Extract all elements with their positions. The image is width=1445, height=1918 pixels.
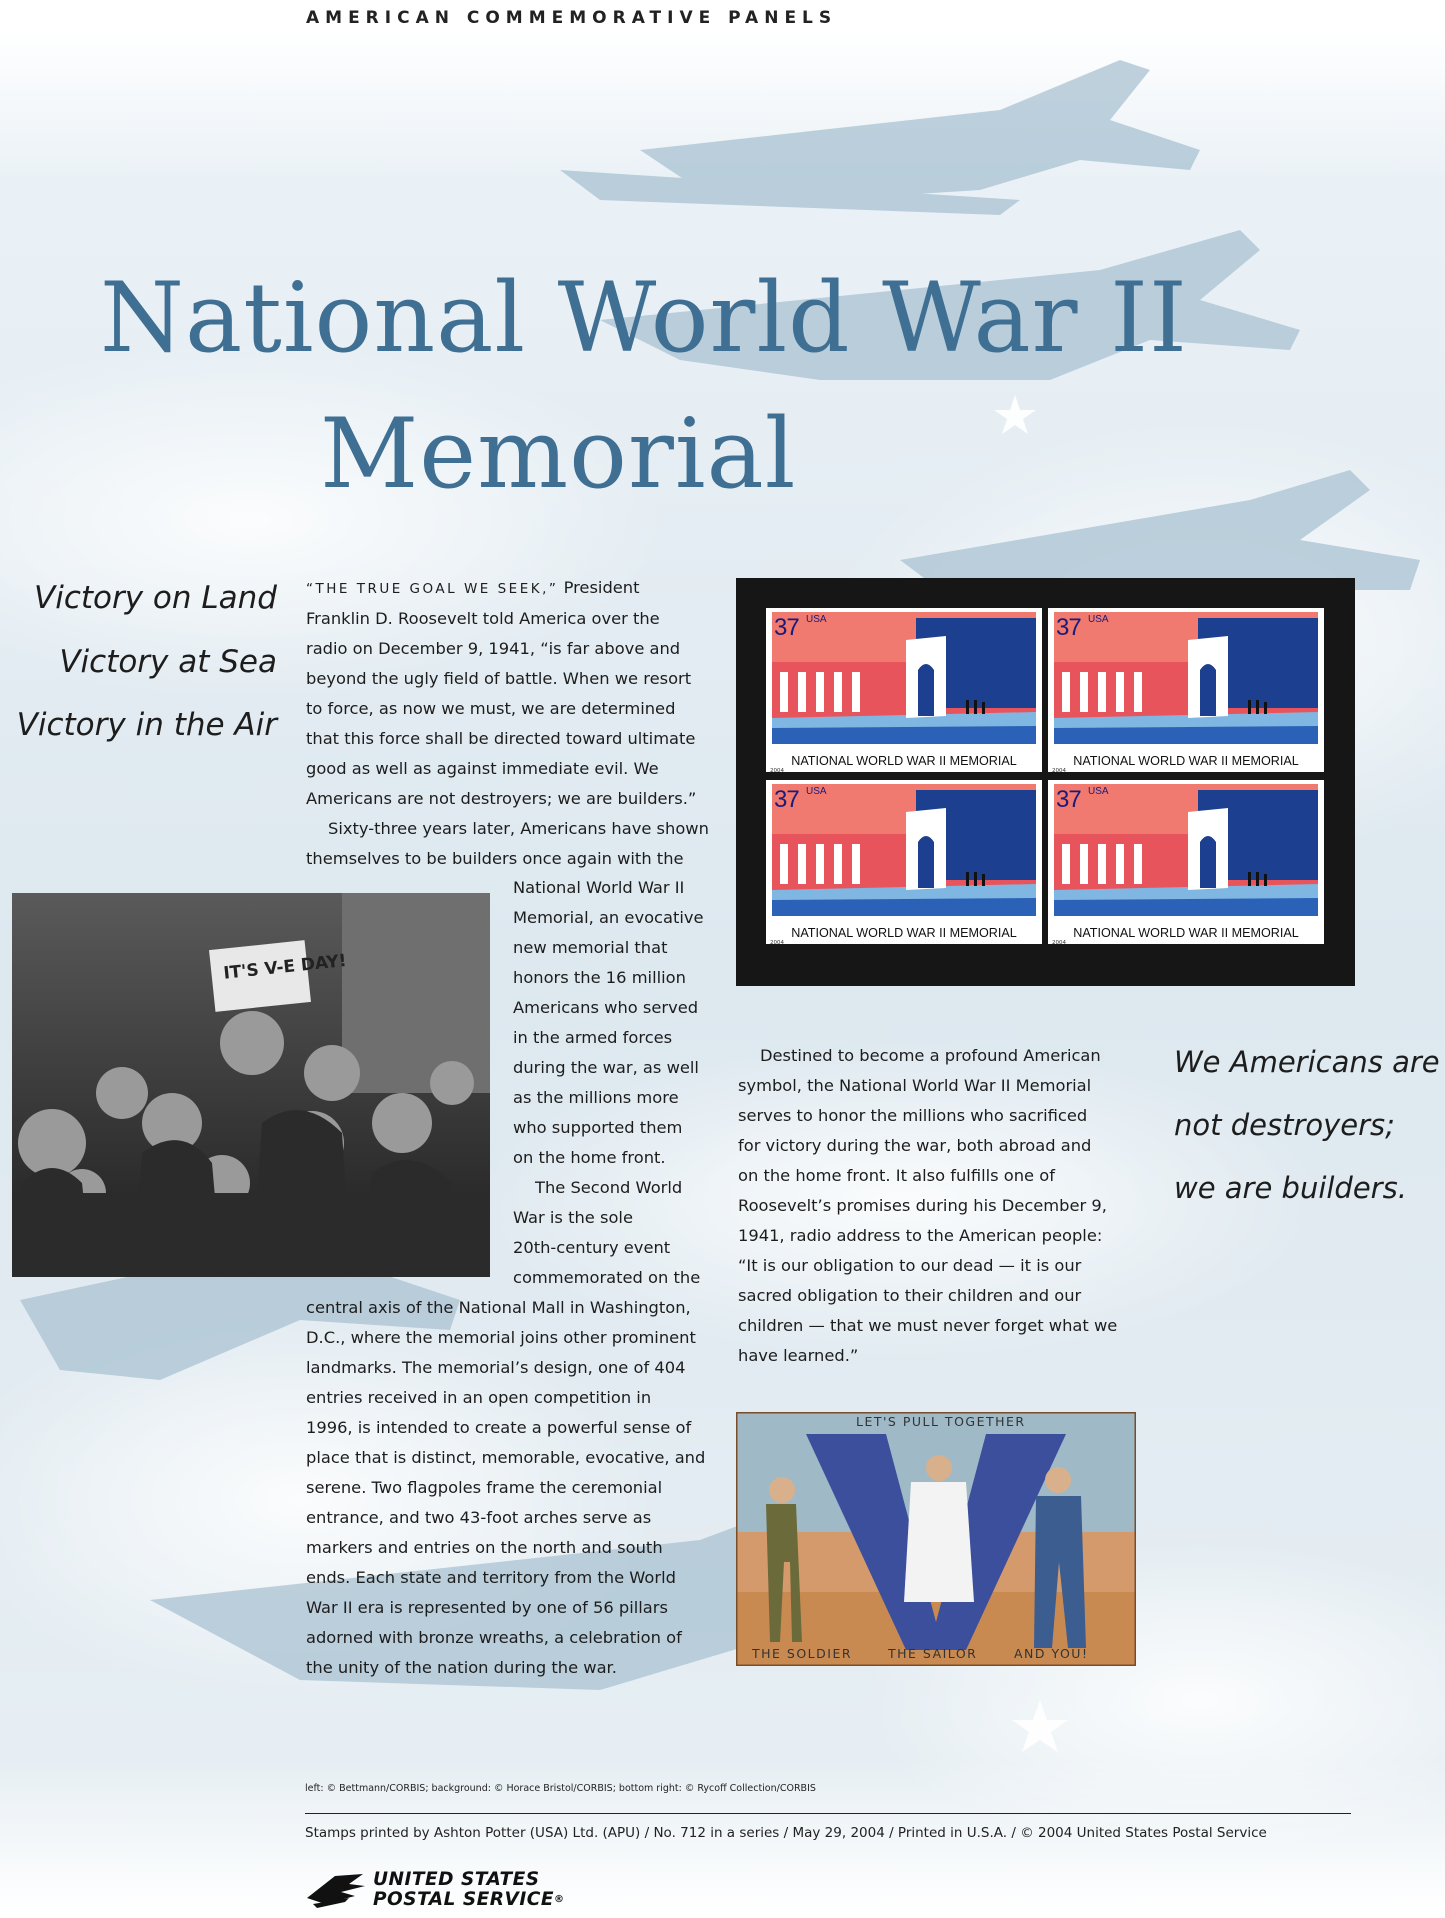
article-line: serene. Two flagpoles frame the ceremonial bbox=[306, 1478, 663, 1497]
article-line: War is the sole bbox=[513, 1208, 633, 1227]
footer-divider bbox=[305, 1813, 1351, 1814]
article-line: Roosevelt’s promises during his December 9, bbox=[738, 1196, 1107, 1215]
usps-logo bbox=[305, 1868, 575, 1914]
photo-sign-text: IT'S V-E DAY! bbox=[222, 950, 348, 984]
article-line: that this force shall be directed toward ultimate bbox=[306, 729, 696, 748]
article-line: new memorial that bbox=[513, 938, 668, 957]
article-line: Franklin D. Roosevelt told America over the bbox=[306, 609, 660, 628]
article-line: D.C., where the memorial joins other prominent bbox=[306, 1328, 696, 1347]
article-line: on the home front. bbox=[513, 1148, 666, 1167]
stamp-caption: NATIONAL WORLD WAR II MEMORIAL bbox=[791, 926, 1017, 940]
article-right-column bbox=[738, 1041, 1138, 1371]
usps-logo-text bbox=[373, 1870, 564, 1910]
stamp-denomination: 37 bbox=[774, 786, 799, 813]
article-line: “It is our obligation to our dead — it is our bbox=[738, 1256, 1082, 1275]
article-line: National World War II bbox=[513, 878, 685, 897]
stamp bbox=[1048, 608, 1324, 772]
poster-bottom-you: AND YOU! bbox=[1014, 1646, 1089, 1661]
article-narrow-column bbox=[513, 873, 743, 1293]
article-line: 1996, is intended to create a powerful sense of bbox=[306, 1418, 692, 1437]
stamp-year: 2004 bbox=[770, 768, 784, 774]
article-line: honors the 16 million bbox=[513, 968, 686, 987]
article-line: who supported them bbox=[513, 1118, 683, 1137]
stamp-art bbox=[766, 780, 1042, 944]
article-line: landmarks. The memorial’s design, one of 404 bbox=[306, 1358, 686, 1377]
pull-quote-line2: not destroyers; bbox=[1174, 1108, 1395, 1142]
photo-credits: left: © Bettmann/CORBIS; background: © Horace Bristol/CORBIS; bottom right: © Rycoff Collection/CORBIS bbox=[305, 1783, 816, 1794]
article-line: to force, as now we must, we are determined bbox=[306, 699, 676, 718]
stamp-country: USA bbox=[806, 614, 827, 625]
article-line: markers and entries on the north and south bbox=[306, 1538, 663, 1557]
article-line: 1941, radio address to the American people: bbox=[738, 1226, 1103, 1245]
article-line: on the home front. It also fulfills one of bbox=[738, 1166, 1055, 1185]
stamp-year: 2004 bbox=[1052, 940, 1066, 946]
article-line: War II era is represented by one of 56 pillars bbox=[306, 1598, 668, 1617]
article-line: the unity of the nation during the war. bbox=[306, 1658, 617, 1677]
article-intro bbox=[306, 573, 726, 874]
page-title-line2: Memorial bbox=[320, 398, 797, 510]
poster-bottom-sailor: THE SAILOR bbox=[888, 1646, 978, 1661]
article-line: 20th-century event bbox=[513, 1238, 671, 1257]
article-line: good as well as against immediate evil. We bbox=[306, 759, 659, 778]
usps-logo-line2: POSTAL SERVICE bbox=[373, 1889, 554, 1910]
article-line: beyond the ugly field of battle. When we resort bbox=[306, 669, 692, 688]
page-title-line1: National World War II bbox=[100, 262, 1188, 374]
stamp-year: 2004 bbox=[1052, 768, 1066, 774]
article-line: entrance, and two 43-foot arches serve as bbox=[306, 1508, 652, 1527]
article-line: in the armed forces bbox=[513, 1028, 673, 1047]
stamp-art bbox=[1048, 608, 1324, 772]
series-header: AMERICAN COMMEMORATIVE PANELS bbox=[306, 8, 838, 28]
registered-mark: ® bbox=[553, 1894, 565, 1905]
article-lead: “THE TRUE GOAL WE SEEK,” bbox=[306, 581, 559, 597]
stamp bbox=[766, 780, 1042, 944]
article-line: ends. Each state and territory from the World bbox=[306, 1568, 676, 1587]
tagline-air: Victory in the Air bbox=[16, 707, 277, 743]
stamp-art bbox=[766, 608, 1042, 772]
stamp-caption: NATIONAL WORLD WAR II MEMORIAL bbox=[1073, 926, 1299, 940]
poster-top-text: LET'S PULL TOGETHER bbox=[856, 1414, 1026, 1429]
eagle-icon bbox=[305, 1868, 367, 1914]
article-line: central axis of the National Mall in Washington, bbox=[306, 1298, 691, 1317]
article-line: place that is distinct, memorable, evocative, and bbox=[306, 1448, 706, 1467]
stamp-country: USA bbox=[1088, 614, 1109, 625]
tagline-sea: Victory at Sea bbox=[59, 644, 277, 680]
stamp-country: USA bbox=[1088, 786, 1109, 797]
stamp-denomination: 37 bbox=[1056, 786, 1081, 813]
stamp-denomination: 37 bbox=[774, 614, 799, 641]
pull-quote-line1: We Americans are bbox=[1174, 1045, 1440, 1079]
poster-bottom-soldier: THE SOLDIER bbox=[752, 1646, 853, 1661]
article-line: have learned.” bbox=[738, 1346, 859, 1365]
printing-info: Stamps printed by Ashton Potter (USA) Ltd. (APU) / No. 712 in a series / May 29, 2004 / Printed in U.S.A. / © 2004 United States Postal Service bbox=[305, 1825, 1267, 1841]
stamp-caption: NATIONAL WORLD WAR II MEMORIAL bbox=[791, 754, 1017, 768]
stamp-block bbox=[736, 578, 1355, 986]
article-wide-column bbox=[306, 1293, 726, 1683]
ve-day-photo bbox=[12, 893, 490, 1277]
article-line: themselves to be builders once again with the bbox=[306, 849, 684, 868]
usps-logo-line1: UNITED STATES bbox=[373, 1869, 540, 1890]
article-line: symbol, the National World War II Memorial bbox=[738, 1076, 1092, 1095]
stamp-country: USA bbox=[806, 786, 827, 797]
article-line: during the war, as well bbox=[513, 1058, 699, 1077]
article-line: adorned with bronze wreaths, a celebration of bbox=[306, 1628, 682, 1647]
stamp-caption: NATIONAL WORLD WAR II MEMORIAL bbox=[1073, 754, 1299, 768]
article-line: serves to honor the millions who sacrificed bbox=[738, 1106, 1088, 1125]
article-line: commemorated on the bbox=[513, 1268, 701, 1287]
article-line: Sixty-three years later, Americans have shown bbox=[328, 819, 709, 838]
stamp bbox=[766, 608, 1042, 772]
article-line: entries received in an open competition in bbox=[306, 1388, 652, 1407]
tagline-land: Victory on Land bbox=[34, 580, 277, 616]
article-line: for victory during the war, both abroad and bbox=[738, 1136, 1092, 1155]
article-line: Destined to become a profound American bbox=[760, 1046, 1101, 1065]
article-line: Memorial, an evocative bbox=[513, 908, 704, 927]
stamp-art bbox=[1048, 780, 1324, 944]
article-line: sacred obligation to their children and our bbox=[738, 1286, 1082, 1305]
stamp bbox=[1048, 780, 1324, 944]
pull-quote-line3: we are builders. bbox=[1174, 1171, 1407, 1205]
article-lead-president: President bbox=[563, 578, 640, 597]
article-line: as the millions more bbox=[513, 1088, 679, 1107]
article-line: The Second World bbox=[535, 1178, 683, 1197]
let-s-pull-together-poster bbox=[736, 1412, 1136, 1666]
article-line: Americans who served bbox=[513, 998, 699, 1017]
stamp-year: 2004 bbox=[770, 940, 784, 946]
article-line: Americans are not destroyers; we are builders.” bbox=[306, 789, 697, 808]
poster-art bbox=[736, 1412, 1136, 1666]
stamp-denomination: 37 bbox=[1056, 614, 1081, 641]
article-line: children — that we must never forget what we bbox=[738, 1316, 1118, 1335]
article-line: radio on December 9, 1941, “is far above and bbox=[306, 639, 681, 658]
ve-day-photo-art bbox=[12, 893, 490, 1277]
